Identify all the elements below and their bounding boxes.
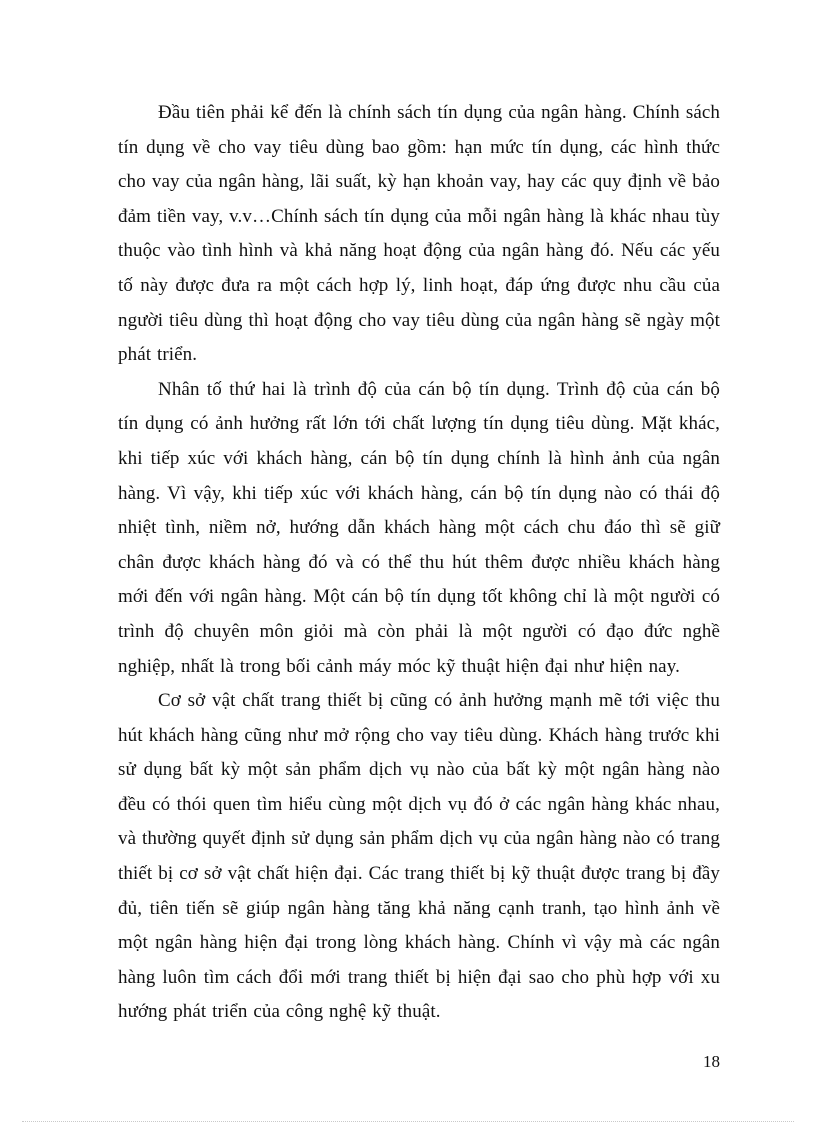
paragraph-facilities: Cơ sở vật chất trang thiết bị cũng có ảnh hưởng mạnh mẽ tới việc thu hút khách hàng cũng như mở rộng cho vay tiêu dùng. Khách hàng trước khi sử dụng bất kỳ một sản phẩm dịch vụ nào của bất kỳ một ngân hàng nào đều có thói quen tìm hiểu cùng một dịch vụ đó ở các ngân hàng khác nhau, và thường quyết định sử dụng sản phẩm dịch vụ của ngân hàng nào có trang thiết bị cơ sở vật chất hiện đại. Các trang thiết bị kỹ thuật được trang bị đầy đủ, tiên tiến sẽ giúp ngân hàng tăng khả năng cạnh tranh, tạo hình ảnh về một ngân hàng hiện đại trong lòng khách hàng. Chính vì vậy mà các ngân hàng luôn tìm cách đổi mới trang thiết bị hiện đại sao cho phù hợp với xu hướng phát triển của công nghệ kỹ thuật. [118, 690, 720, 1023]
footer-dotted-rule [22, 1121, 794, 1122]
body-text [118, 96, 720, 1030]
paragraph-staff-qualification: Nhân tố thứ hai là trình độ của cán bộ tín dụng. Trình độ của cán bộ tín dụng có ảnh hưởng rất lớn tới chất lượng tín dụng tiêu dùng. Mặt khác, khi tiếp xúc với khách hàng, cán bộ tín dụng chính là hình ảnh của ngân hàng. Vì vậy, khi tiếp xúc với khách hàng, cán bộ tín dụng nào có thái độ nhiệt tình, niềm nở, hướng dẫn khách hàng một cách chu đáo thì sẽ giữ chân được khách hàng đó và có thể thu hút thêm được nhiều khách hàng mới đến với ngân hàng. Một cán bộ tín dụng tốt không chỉ là một người có trình độ chuyên môn giỏi mà còn phải là một người có đạo đức nghề nghiệp, nhất là trong bối cảnh máy móc kỹ thuật hiện đại như hiện nay. [118, 378, 720, 677]
paragraph-credit-policy: Đầu tiên phải kể đến là chính sách tín dụng của ngân hàng. Chính sách tín dụng về cho vay tiêu dùng bao gồm: hạn mức tín dụng, các hình thức cho vay của ngân hàng, lãi suất, kỳ hạn khoản vay, hay các quy định về bảo đảm tiền vay, v.v…Chính sách tín dụng của mỗi ngân hàng là khác nhau tùy thuộc vào tình hình và khả năng hoạt động của ngân hàng đó. Nếu các yếu tố này được đưa ra một cách hợp lý, linh hoạt, đáp ứng được nhu cầu của người tiêu dùng thì hoạt động cho vay tiêu dùng của ngân hàng sẽ ngày một phát triển. [118, 102, 720, 366]
page-number: 18 [703, 1052, 720, 1071]
